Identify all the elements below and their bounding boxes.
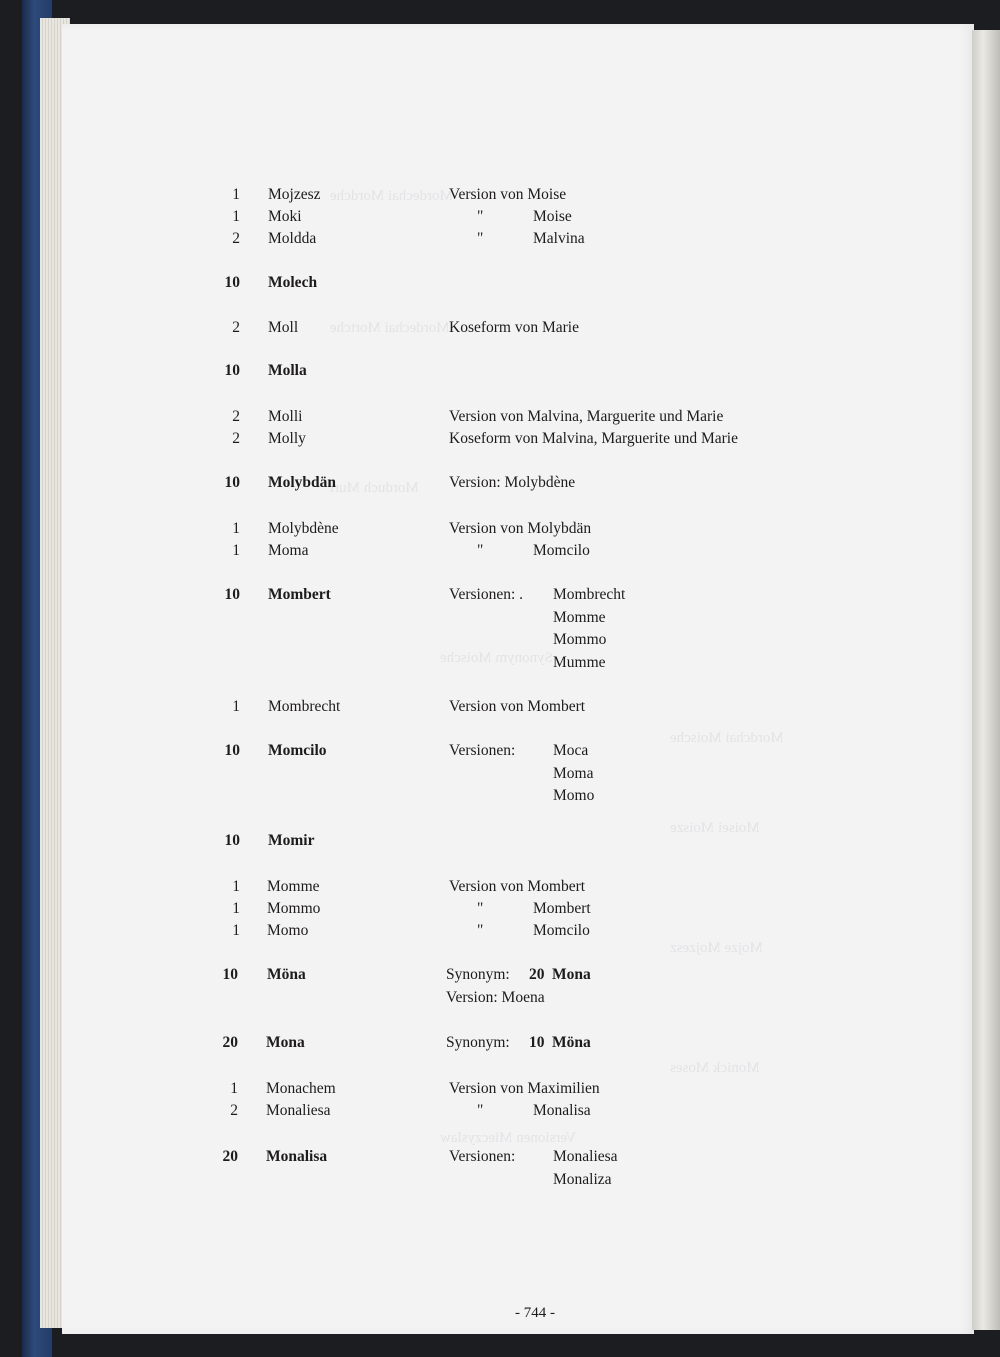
entry-code: 1 — [232, 878, 240, 895]
version-name: Mumme — [553, 653, 606, 671]
entry-row — [0, 430, 1000, 452]
entry-description: Version von Mombert — [449, 698, 586, 715]
entry-row — [0, 787, 1000, 809]
entry-name: Moki — [268, 208, 302, 225]
entry-row — [0, 1148, 1000, 1170]
entry-name: Monalisa — [266, 1148, 328, 1165]
version-name: Monaliza — [553, 1170, 612, 1188]
synonym-name: Möna — [552, 1034, 591, 1051]
versions-label: Versionen: . — [449, 586, 524, 603]
entry-code: 10 — [224, 742, 240, 759]
version-name: Moma — [553, 764, 594, 782]
entry-name: Monachem — [266, 1080, 336, 1097]
entry-description: Version von Mombert — [449, 878, 586, 895]
entry-name: Molech — [268, 274, 318, 291]
entry-code: 20 — [222, 1034, 238, 1051]
entry-row — [0, 966, 1000, 988]
synonym-code: 20 — [529, 966, 545, 983]
entry-code: 1 — [232, 542, 240, 559]
entry-code: 1 — [232, 520, 240, 537]
entry-code: 1 — [232, 186, 240, 203]
entry-name: Mombrecht — [268, 698, 341, 715]
entry-name: Molybdène — [268, 520, 339, 537]
entry-row — [0, 274, 1000, 296]
synonym-name: Mona — [552, 966, 591, 983]
entry-name: Möna — [267, 966, 306, 983]
entry-code: 2 — [232, 319, 240, 336]
entry-name: Molla — [268, 362, 307, 379]
entry-reference: Mombert — [533, 900, 591, 917]
entry-code: 10 — [224, 586, 240, 603]
entry-row — [0, 474, 1000, 496]
entry-row — [0, 989, 1000, 1011]
version-name: Momme — [553, 608, 606, 626]
ditto-mark: " — [477, 230, 484, 247]
entry-code: 2 — [232, 408, 240, 425]
entry-row — [0, 1080, 1000, 1102]
entry-description: Version von Maximilien — [449, 1080, 600, 1097]
entry-name: Mojzesz — [268, 186, 321, 203]
entry-row — [0, 1034, 1000, 1056]
entry-row — [0, 765, 1000, 787]
entry-row — [0, 1102, 1000, 1124]
entry-name: Mombert — [268, 586, 331, 603]
entry-code: 10 — [224, 474, 240, 491]
entry-code: 2 — [232, 230, 240, 247]
entry-row — [0, 230, 1000, 252]
entry-name: Momir — [268, 832, 315, 849]
entry-reference: Malvina — [533, 230, 585, 247]
version-name: Mombrecht — [553, 586, 626, 603]
entry-row — [0, 742, 1000, 764]
entry-code: 2 — [232, 430, 240, 447]
entry-row — [0, 186, 1000, 208]
entry-row — [0, 698, 1000, 720]
entry-row — [0, 319, 1000, 341]
entry-row — [0, 832, 1000, 854]
entry-name: Mommo — [267, 900, 321, 917]
synonym-label: Synonym: — [446, 1034, 510, 1051]
entry-name: Molli — [268, 408, 303, 425]
entry-code: 1 — [232, 900, 240, 917]
entry-description: Version von Molybdän — [449, 520, 592, 537]
entry-code: 10 — [224, 832, 240, 849]
entry-name: Moma — [268, 542, 309, 559]
entry-row — [0, 586, 1000, 608]
entry-row — [0, 520, 1000, 542]
entry-row — [0, 1171, 1000, 1193]
entry-code: 1 — [232, 922, 240, 939]
entry-row — [0, 900, 1000, 922]
entry-name: Molybdän — [268, 474, 337, 491]
entry-reference: Momcilo — [533, 922, 590, 939]
versions-label: Versionen: — [449, 1148, 516, 1165]
entry-code: 10 — [224, 362, 240, 379]
entry-name: Mona — [266, 1034, 305, 1051]
entry-name: Molly — [268, 430, 306, 447]
ditto-mark: " — [477, 900, 484, 917]
entry-reference: Momcilo — [533, 542, 590, 559]
entry-row — [0, 609, 1000, 631]
entry-name: Momcilo — [268, 742, 327, 759]
entry-row — [0, 408, 1000, 430]
entry-description: Version von Moise — [449, 186, 567, 203]
version-name: Moca — [553, 742, 589, 759]
entry-row — [0, 922, 1000, 944]
entry-code: 1 — [230, 1080, 238, 1097]
entry-code: 10 — [224, 274, 240, 291]
entry-description: Version: Molybdène — [449, 474, 576, 491]
entry-description: Version: Moena — [446, 988, 545, 1006]
entry-name: Moll — [268, 319, 299, 336]
entry-description: Koseform von Marie — [449, 319, 579, 336]
entry-name: Momo — [267, 922, 309, 939]
entry-row — [0, 208, 1000, 230]
entry-row — [0, 362, 1000, 384]
synonym-code: 10 — [529, 1034, 545, 1051]
entry-code: 1 — [232, 698, 240, 715]
entry-row — [0, 631, 1000, 653]
entry-code: 1 — [232, 208, 240, 225]
synonym-label: Synonym: — [446, 966, 510, 983]
version-name: Monaliesa — [553, 1148, 618, 1165]
entry-reference: Moise — [533, 208, 572, 225]
versions-label: Versionen: — [449, 742, 516, 759]
ditto-mark: " — [477, 1102, 484, 1119]
ditto-mark: " — [477, 208, 484, 225]
page-number: - 744 - — [515, 1305, 555, 1321]
entry-description: Version von Malvina, Marguerite und Marie — [449, 408, 724, 425]
entry-code: 10 — [222, 966, 238, 983]
version-name: Momo — [553, 787, 595, 804]
entry-name: Moldda — [268, 230, 317, 247]
entry-row — [0, 654, 1000, 676]
entry-row — [0, 542, 1000, 564]
version-name: Mommo — [553, 631, 607, 648]
entry-code: 20 — [222, 1148, 238, 1165]
entry-description: Koseform von Malvina, Marguerite und Marie — [449, 430, 738, 447]
ditto-mark: " — [477, 542, 484, 559]
entry-reference: Monalisa — [533, 1102, 591, 1119]
ditto-mark: " — [477, 922, 484, 939]
entry-name: Monaliesa — [266, 1102, 331, 1119]
entry-code: 2 — [230, 1102, 238, 1119]
entry-row — [0, 878, 1000, 900]
entry-name: Momme — [267, 878, 320, 895]
